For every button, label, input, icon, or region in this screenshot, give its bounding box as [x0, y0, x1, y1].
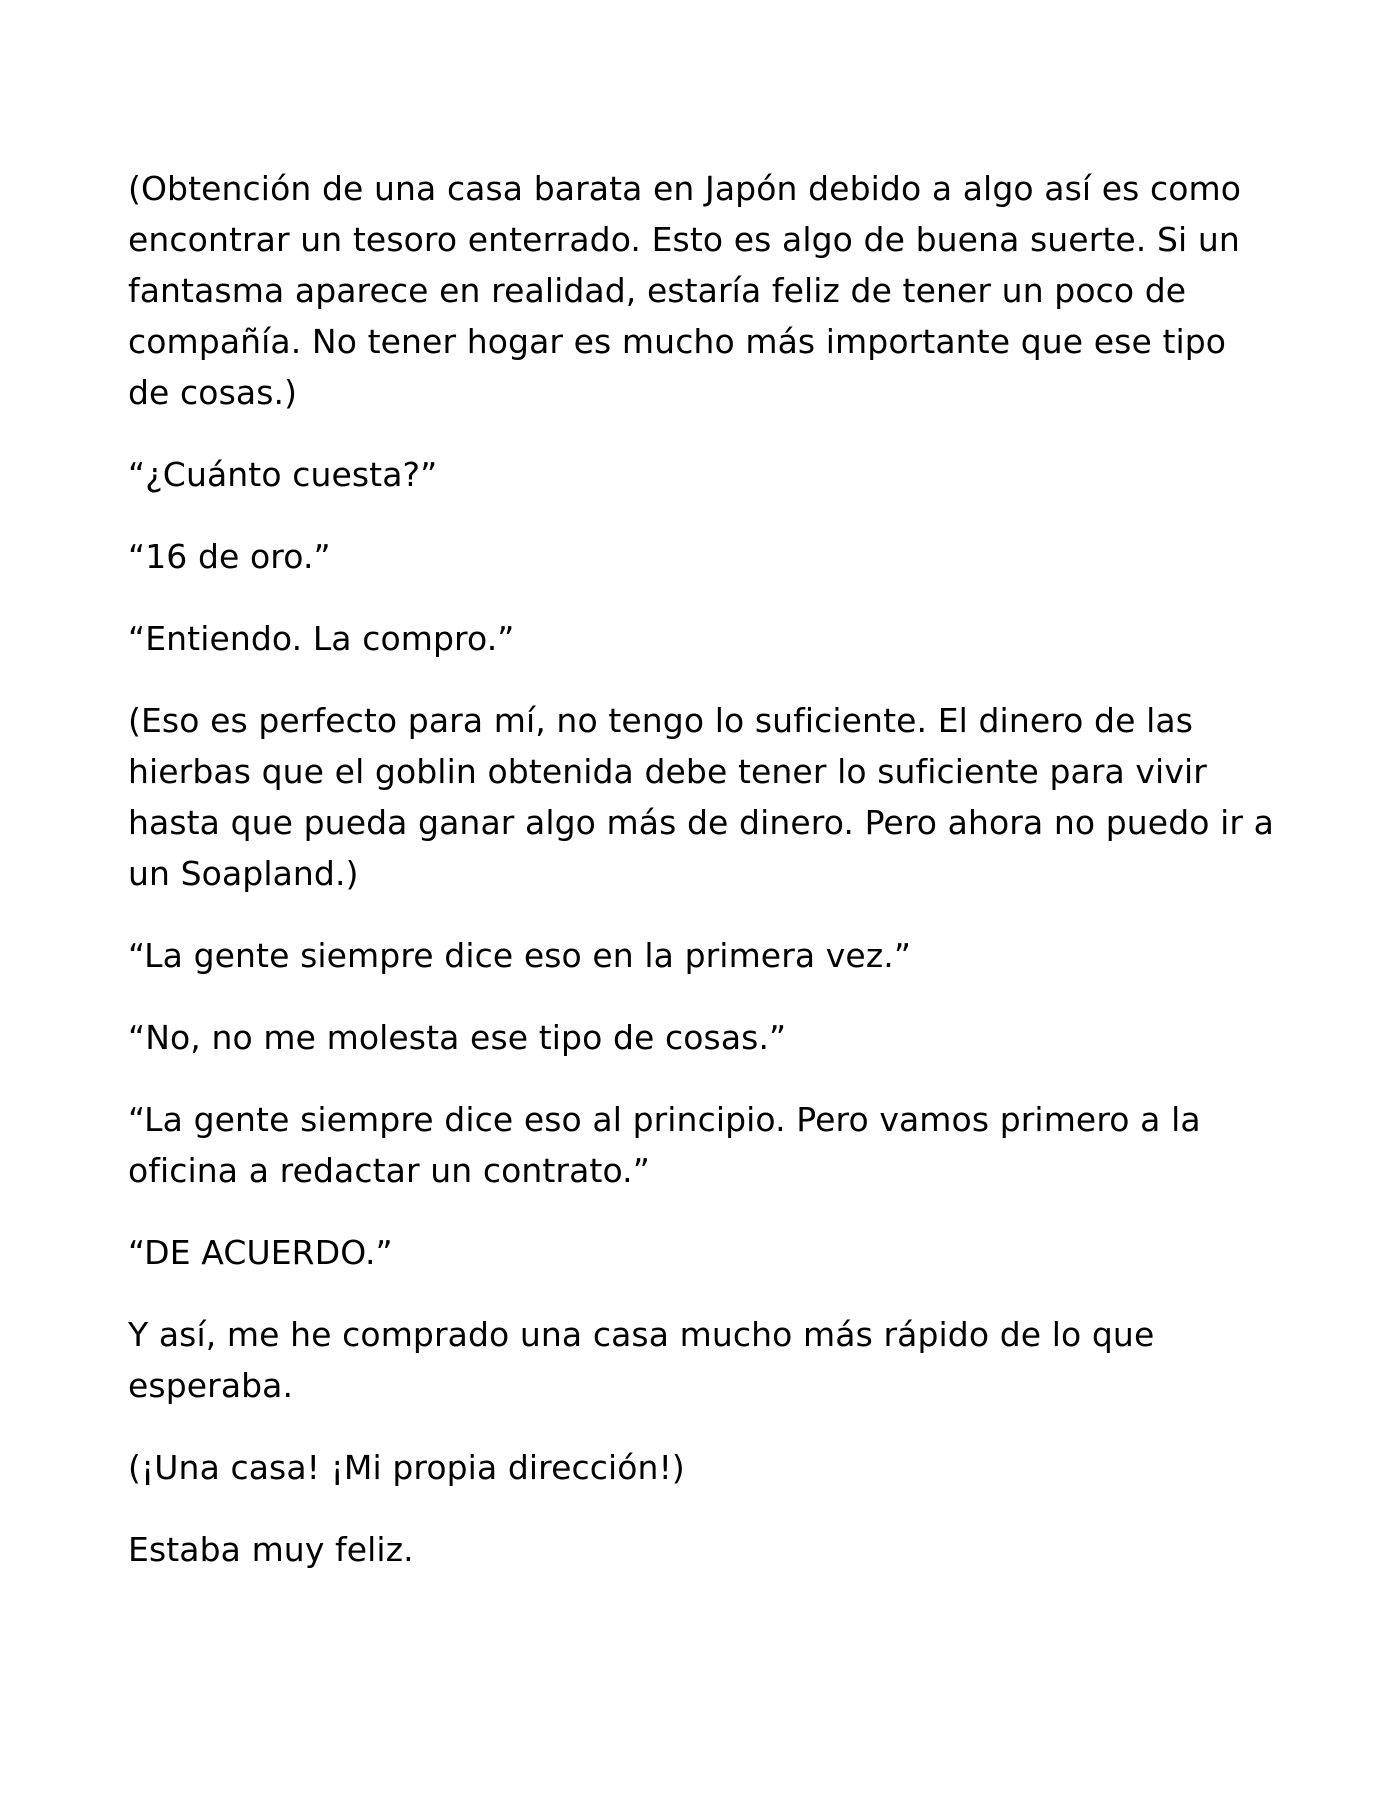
paragraph: “16 de oro.” — [128, 537, 331, 576]
paragraph: “DE ACUERDO.” — [128, 1233, 393, 1272]
paragraph: (Eso es perfecto para mí, no tengo lo suficiente. El dinero de las hierbas que el goblin obtenida debe tener lo suficiente para vivir hasta que pueda ganar algo más de dinero. Pero ahora no puedo ir a un Soapland.) — [128, 701, 1274, 893]
paragraph: Y así, me he comprado una casa mucho más rápido de lo que esperaba. — [128, 1315, 1155, 1405]
paragraph: “¿Cuánto cuesta?” — [128, 455, 438, 494]
paragraph: (Obtención de una casa barata en Japón debido a algo así es como encontrar un tesoro enterrado. Esto es algo de buena suerte. Si un fantasma aparece en realidad, estaría feliz de tener un poco de compañía. No tener hogar es mucho más importante que ese tipo de cosas.) — [128, 169, 1242, 412]
document-body — [128, 163, 1278, 1606]
paragraph: (¡Una casa! ¡Mi propia dirección!) — [128, 1448, 685, 1487]
paragraph: Estaba muy feliz. — [128, 1530, 414, 1569]
paragraph: “La gente siempre dice eso en la primera vez.” — [128, 936, 912, 975]
paragraph: “Entiendo. La compro.” — [128, 619, 515, 658]
paragraph: “La gente siempre dice eso al principio. Pero vamos primero a la oficina a redactar un contrato.” — [128, 1100, 1201, 1190]
paragraph: “No, no me molesta ese tipo de cosas.” — [128, 1018, 787, 1057]
